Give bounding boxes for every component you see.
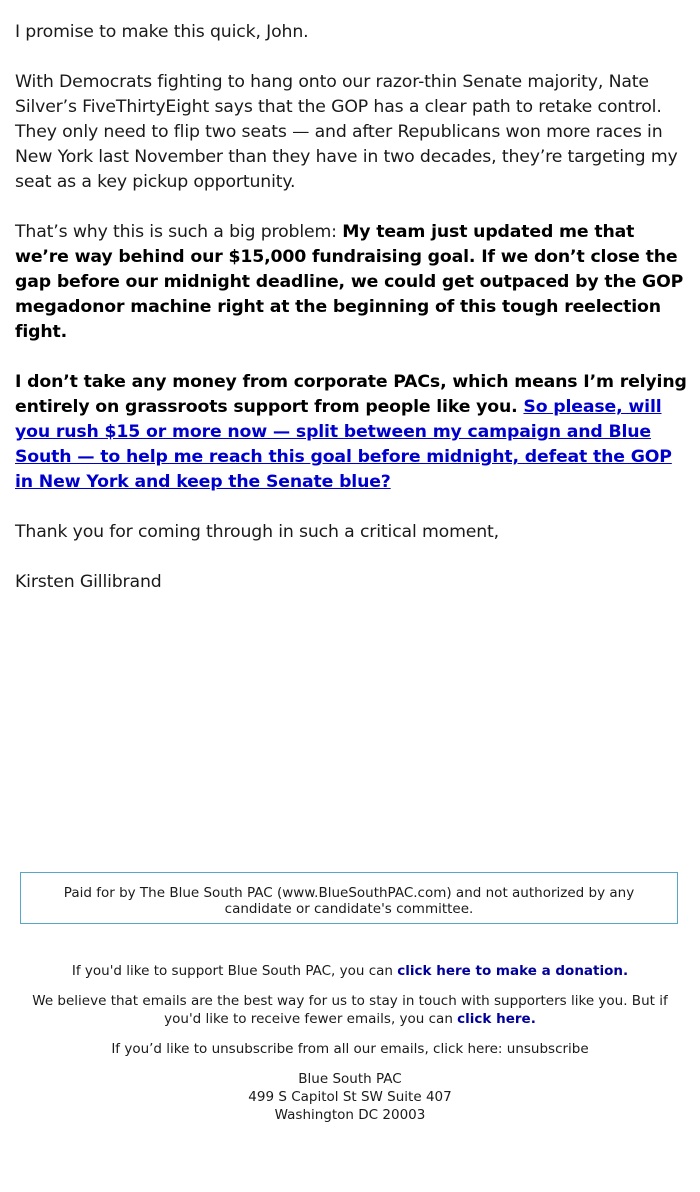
disclaimer-text: Paid for by The Blue South PAC (www.BlueSouthPAC.com) and not authorized by any candidate or candidate's committee. (63, 885, 635, 917)
paragraph-senate-majority: With Democrats fighting to hang onto our razor-thin Senate majority, Nate Silver’s FiveThirtyEight says that the GOP has a clear path to retake control. They only need to flip two seats — and after Republicans won more races in New York last November than they have in two decades, they’re targeting my seat as a key pickup opportunity. (15, 72, 678, 192)
fewer-emails-link[interactable]: click here. (457, 1011, 536, 1027)
paid-for-disclaimer (20, 872, 678, 924)
paragraph-intro-text: That’s why this is such a big problem: (15, 222, 343, 242)
paragraph-fundraising-goal (15, 220, 690, 345)
unsubscribe-text: If you’d like to unsubscribe from all our emails, click here: (111, 1041, 507, 1057)
address-line-1: 499 S Capitol St SW Suite 407 (248, 1089, 452, 1105)
support-text: If you'd like to support Blue South PAC, you can (71, 963, 398, 979)
unsubscribe-link[interactable]: unsubscribe (506, 1041, 589, 1057)
email-footer (20, 962, 680, 1124)
greeting-text: I promise to make this quick, John. (15, 22, 309, 42)
fewer-emails-text: We believe that emails are the best way for us to stay in touch with supporters like you. But if you'd like to receive fewer emails, you can (32, 993, 668, 1027)
unsubscribe-line (20, 1040, 680, 1058)
org-name: Blue South PAC (298, 1071, 402, 1087)
email-body (15, 20, 690, 620)
support-line (20, 962, 680, 980)
make-donation-link[interactable]: click here to make a donation. (397, 963, 629, 979)
paragraph-grassroots-ask (15, 370, 690, 495)
address-line-2: Washington DC 20003 (274, 1107, 426, 1123)
mailing-address (20, 1070, 680, 1124)
donate-link[interactable]: So please, will you rush $15 or more now — split between my campaign and Blue South — to help me reach this goal before midnight, defeat the GOP in New York and keep the Senate blue? (15, 397, 672, 492)
grassroots-bold-text: I don’t take any money from corporate PACs, which means I’m relying entirely on grassroots support from people like you. (15, 372, 687, 417)
signature-text: Kirsten Gillibrand (15, 572, 162, 592)
fundraising-goal-bold-text: My team just updated me that we’re way behind our $15,000 fundraising goal. If we don’t close the gap before our midnight deadline, we could get outpaced by the GOP megadonor machine right at the beginning of this tough reelection fight. (15, 222, 684, 342)
thanks-text: Thank you for coming through in such a critical moment, (15, 522, 500, 542)
fewer-emails-line (20, 992, 680, 1028)
